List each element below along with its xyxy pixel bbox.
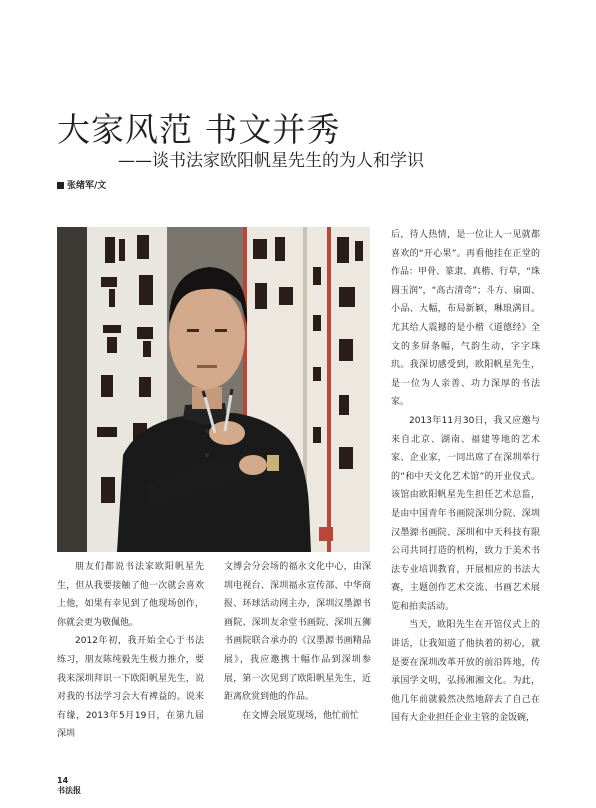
bullet-square-icon — [57, 182, 64, 189]
paragraph: 2012年初，我开始全心于书法练习，朋友陈纯毅先生极力推介，要我来深圳拜识一下欧阳帆星先生，说对我的书法学习会大有裨益的。说来有缘，2013年5月19日，在第九届深圳 — [57, 636, 204, 740]
text-column-1 — [57, 558, 204, 744]
author-name: 张绪军/文 — [67, 181, 107, 191]
article-subtitle: ——谈书法家欧阳帆星先生的为人和学识 — [118, 151, 424, 171]
article-title: 大家风范 书文并秀 — [57, 110, 341, 149]
page-number: 14 — [57, 776, 69, 785]
magazine-name: 书法报 — [57, 786, 81, 795]
paragraph: 朋友们都说书法家欧阳帆星先生，但从我要接触了他一次就会喜欢上他，如果有幸见到了他现场创作，你就会更为敬佩他。 — [57, 562, 204, 628]
byline — [57, 178, 106, 191]
text-column-3 — [391, 226, 540, 728]
paragraph: 当天，欧阳先生在开馆仪式上的讲话，让我知道了他执着的初心，就是要在深圳改革开放的前沿阵地，传承国学文明，弘扬湘湘文化。为此，他几年前就毅然决然地辞去了自己在国有大企业担任企业主管的金饭碗， — [391, 620, 540, 724]
text-column-2 — [224, 558, 371, 725]
paragraph: 文博会分会场的福永文化中心，由深圳电视台、深圳福永宣传部、中华商报、环球活动网主办，深圳汉墨源书画院、深圳友余堂书画院、深圳五狮书画院联合承办的《汉墨源书画精品展》，我应邀携十幅作品到深圳参展，第一次见到了欧阳帆星先生，近距离欣赏到他的作品。 — [224, 562, 371, 703]
portrait-photo — [57, 227, 370, 552]
page-footer — [57, 776, 81, 796]
paragraph: 后，待人热情，是一位让人一见就都喜欢的“开心果”。再看他挂在正堂的作品：甲骨、篆隶、真楷、行草，“珠圆玉润”，“高古清奇”；斗方、扇面、小品、大幅，布局新颖，琳琅满目。尤其给人震撼的是小楷《道德经》全文的多屏条幅，气韵生动，字字珠玑。我深切感受到，欧阳帆星先生，是一位为人亲善、功力深厚的书法家。 — [391, 230, 540, 408]
paragraph: 2013年11月30日，我又应邀与来自北京、湖南、福建等地的艺术家、企业家，一同出席了在深圳举行的“和中天文化艺术馆”的开业仪式。该馆由欧阳帆星先生担任艺术总监，是由中国青年书画院深圳分院、深圳汉墨源书画院、深圳和中天科技有限公司共同打造的机构，致力于美术书法专业培训教育，开展相应的书法大赛，主题创作艺术交流、书画艺术展览和拍卖活动。 — [391, 415, 540, 612]
paragraph: 在文博会展览现场，他忙前忙 — [242, 710, 360, 721]
